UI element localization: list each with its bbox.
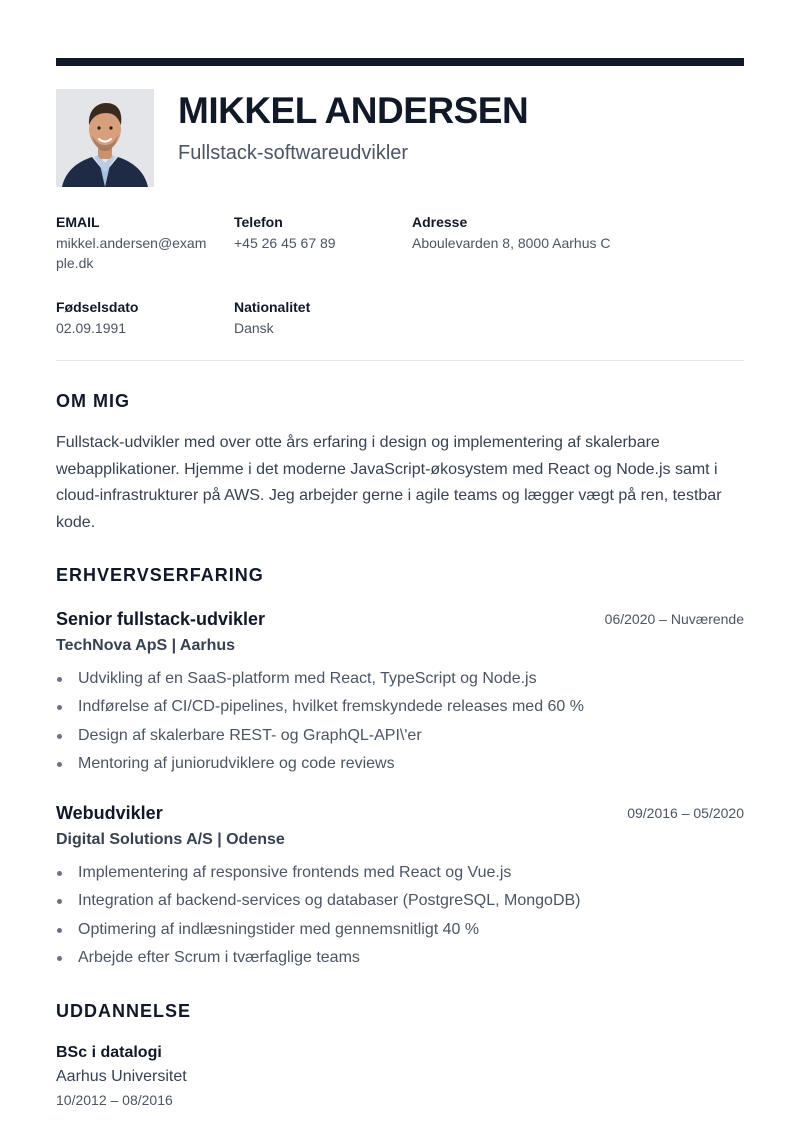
- job-bullet: Udvikling af en SaaS-platform med React, TypeScript og Node.js: [56, 665, 744, 693]
- person-portrait-icon: [56, 89, 154, 187]
- email-label: EMAIL: [56, 214, 100, 230]
- top-accent-bar: [56, 58, 744, 66]
- job-bullet: Design af skalerbare REST- og GraphQL-API\'er: [56, 722, 744, 750]
- job-bullet: Mentoring af juniorudviklere og code reviews: [56, 750, 744, 778]
- education-school: Aarhus Universitet: [56, 1068, 187, 1085]
- job-bullet-list: [56, 665, 744, 778]
- education-dates: 10/2012 – 08/2016: [56, 1092, 173, 1108]
- nationality-value: Dansk: [234, 320, 274, 336]
- contact-nationality: [234, 298, 404, 338]
- about-text: Fullstack-udvikler med over otte års erfaring i design og implementering af skalerbare webapplikationer. Hjemme i det moderne JavaScript-økosystem med React og Node.js samt i cloud-infrastrukturer på AWS. Jeg arbejder gerne i agile teams og lægger vægt på ren, testbar kode.: [56, 434, 722, 531]
- job-bullet: Indførelse af CI/CD-pipelines, hvilket fremskyndede releases med 60 %: [56, 693, 744, 721]
- header-divider: [56, 360, 744, 361]
- education-entry: [56, 1043, 744, 1109]
- birthdate-value: 02.09.1991: [56, 320, 127, 336]
- candidate-title: Fullstack-softwareudvikler: [178, 142, 409, 164]
- phone-value: +45 26 45 67 89: [234, 235, 336, 251]
- address-label: Adresse: [412, 214, 468, 230]
- phone-label: Telefon: [234, 214, 283, 230]
- contact-birthdate: [56, 298, 226, 338]
- job-dates: 09/2016 – 05/2020: [627, 805, 744, 821]
- job-bullet: Arbejde efter Scrum i tværfaglige teams: [56, 944, 744, 972]
- birthdate-label: Fødselsdato: [56, 299, 139, 315]
- profile-photo: [56, 89, 154, 187]
- job-bullet: Implementering af responsive frontends med React og Vue.js: [56, 859, 744, 887]
- job-company: Digital Solutions A/S | Odense: [56, 831, 285, 848]
- address-value: Aboulevarden 8, 8000 Aarhus C: [412, 235, 611, 251]
- contact-email: [56, 213, 212, 273]
- section-title-about: OM MIG: [56, 391, 130, 411]
- contact-address: [412, 213, 732, 253]
- job-entry: [56, 801, 744, 972]
- contact-phone: [234, 213, 404, 253]
- job-role: Senior fullstack-udvikler: [56, 609, 266, 629]
- job-dates: 06/2020 – Nuværende: [604, 611, 744, 627]
- education-degree: BSc i datalogi: [56, 1044, 162, 1061]
- candidate-name: MIKKEL ANDERSEN: [178, 90, 529, 131]
- job-company: TechNova ApS | Aarhus: [56, 637, 236, 654]
- email-value: mikkel.andersen@example.dk: [56, 235, 207, 271]
- section-title-education: UDDANNELSE: [56, 1001, 192, 1021]
- section-title-experience: ERHVERVSERFARING: [56, 565, 264, 585]
- job-bullet: Integration af backend-services og databaser (PostgreSQL, MongoDB): [56, 887, 744, 915]
- job-bullet: Optimering af indlæsningstider med gennemsnitligt 40 %: [56, 916, 744, 944]
- nationality-label: Nationalitet: [234, 299, 311, 315]
- job-role: Webudvikler: [56, 803, 163, 823]
- job-bullet-list: [56, 859, 744, 972]
- job-header: [56, 801, 744, 825]
- job-header: [56, 607, 744, 631]
- job-entry: [56, 607, 744, 778]
